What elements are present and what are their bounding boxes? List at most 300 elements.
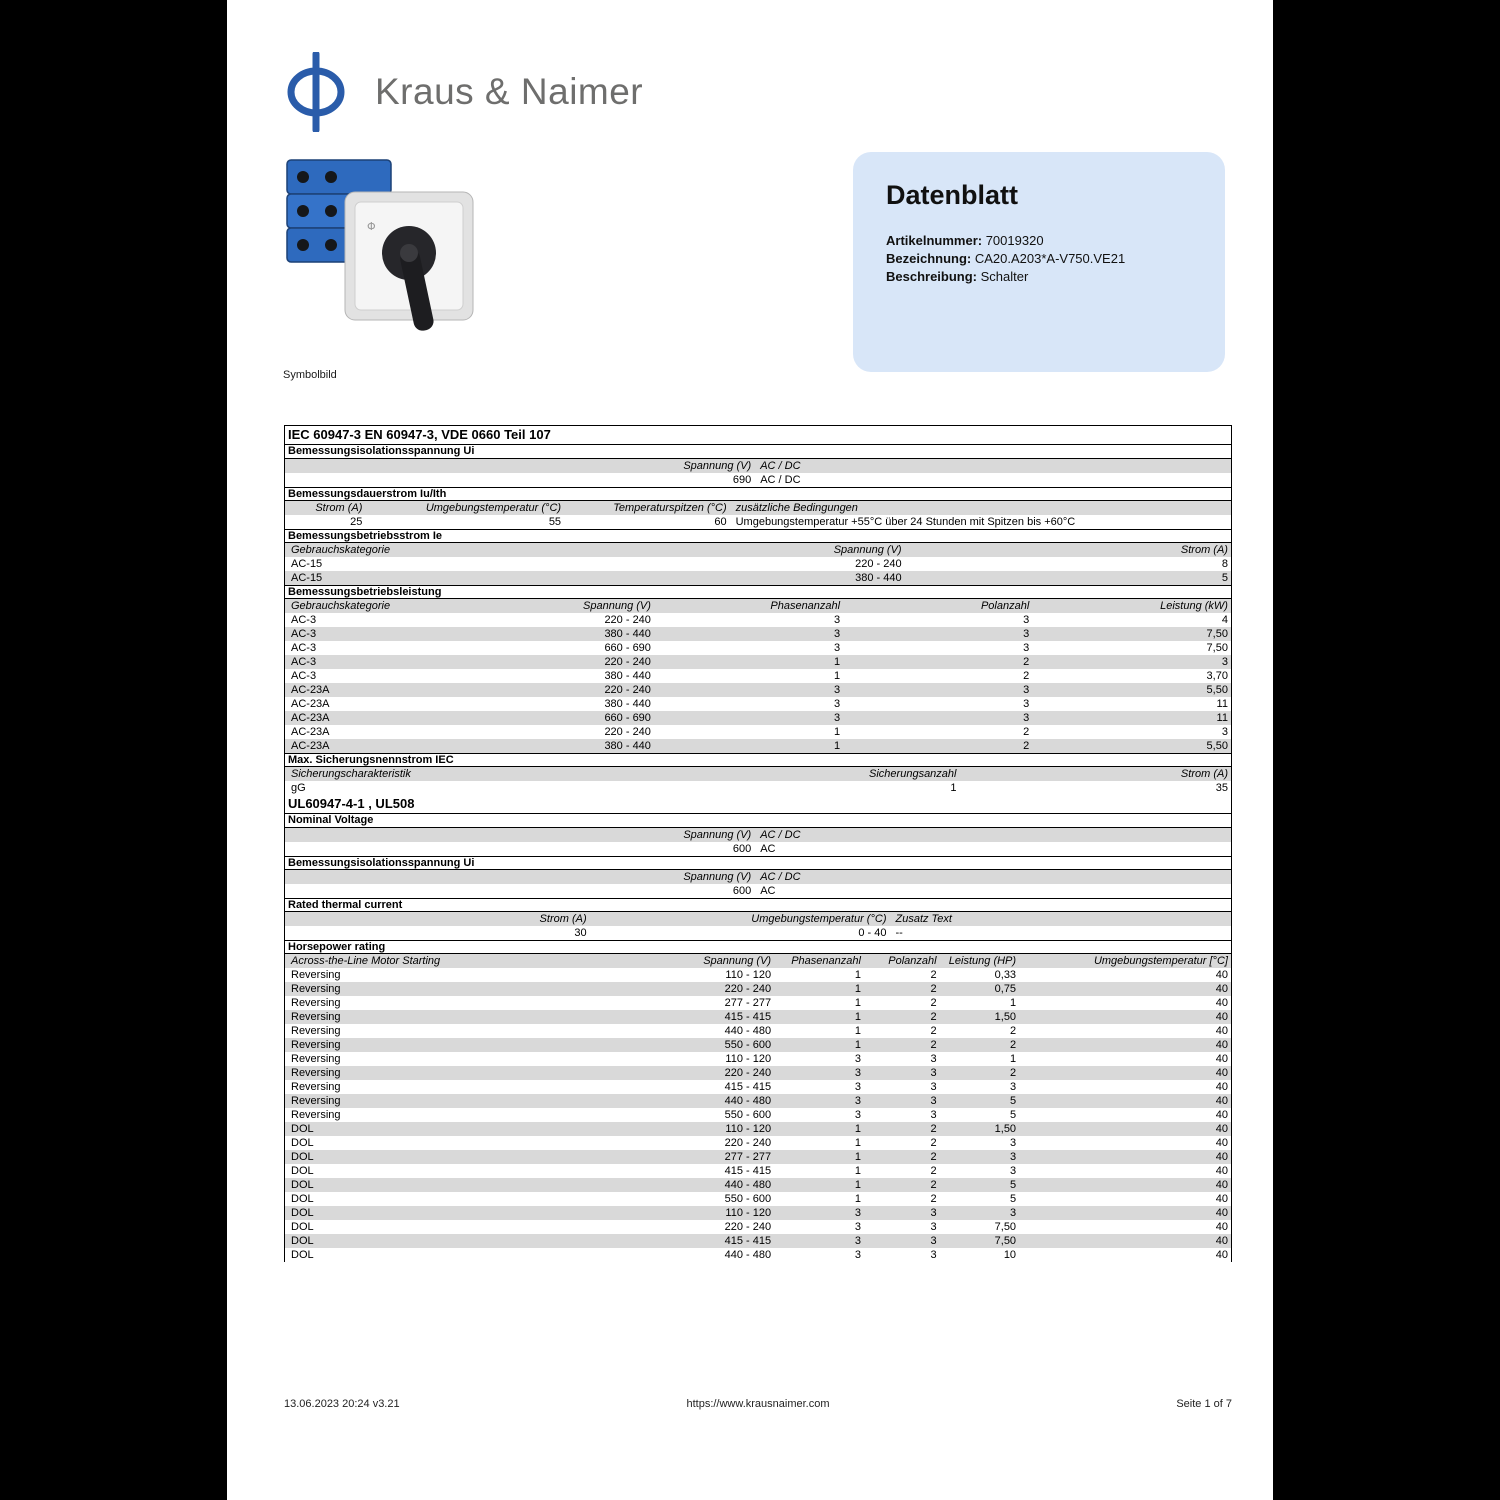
table-cell: 55 xyxy=(548,516,562,528)
table-cell: AC-23A xyxy=(291,684,330,696)
table-cell: 3 xyxy=(833,712,841,724)
table-cell: 2 xyxy=(1023,726,1030,738)
table-cell: 40 xyxy=(1215,969,1228,981)
table-header-row xyxy=(285,599,1231,613)
table-cell: 600 xyxy=(732,885,752,897)
table-cell: 3 xyxy=(1009,1151,1017,1163)
table-cell: 110 - 120 xyxy=(725,969,772,981)
table-cell: 35 xyxy=(1215,782,1228,794)
table-cell: 3 xyxy=(930,1249,937,1261)
table-data-row xyxy=(285,571,1231,585)
table-cell: 220 - 240 xyxy=(724,1221,772,1233)
table-data-row xyxy=(285,842,1231,856)
table-cell: 3 xyxy=(854,1081,861,1093)
table-cell: 7,50 xyxy=(1206,628,1228,640)
table-cell: 2 xyxy=(930,997,937,1009)
table-cell: 220 - 240 xyxy=(724,1067,772,1079)
table-cell: AC-3 xyxy=(291,656,317,668)
table-cell: 3 xyxy=(1009,1207,1017,1219)
product-caption: Symbolbild xyxy=(283,369,337,381)
table-data-row xyxy=(285,557,1231,571)
table-data-row xyxy=(285,683,1231,697)
table-cell: Spannung (V) xyxy=(683,829,752,841)
table-cell: 550 - 600 xyxy=(724,1109,772,1121)
table-cell: 10 xyxy=(1003,1249,1017,1261)
table-data-row xyxy=(285,641,1231,655)
table-cell: 2 xyxy=(1009,1025,1017,1037)
table-header-row xyxy=(285,912,1231,926)
table-cell: 40 xyxy=(1215,983,1228,995)
table-data-row xyxy=(285,1234,1231,1248)
table-cell: 3 xyxy=(833,698,841,710)
table-cell: 2 xyxy=(930,1039,937,1051)
table-cell: Strom (A) xyxy=(1180,768,1228,780)
table-data-row xyxy=(285,1150,1231,1164)
datasheet-page xyxy=(227,0,1273,1500)
table-cell: 277 - 277 xyxy=(724,1151,772,1163)
table-data-row xyxy=(285,669,1231,683)
table-data-row xyxy=(285,1136,1231,1150)
table-cell: 3 xyxy=(1221,726,1228,738)
footer-page-number: Seite 1 of 7 xyxy=(1176,1398,1232,1410)
table-cell: Reversing xyxy=(291,983,341,995)
table-cell: Umgebungstemperatur (°C) xyxy=(751,913,887,925)
table-cell: 40 xyxy=(1215,1123,1228,1135)
table-cell: 660 - 690 xyxy=(604,642,651,654)
table-cell: 1 xyxy=(833,656,841,668)
table-cell: 2 xyxy=(930,969,937,981)
footer-date-version: 13.06.2023 20:24 v3.21 xyxy=(284,1398,400,1410)
table-cell: zusätzliche Bedingungen xyxy=(735,502,858,514)
table-cell: 1 xyxy=(854,1137,861,1149)
table-cell: Strom (A) xyxy=(539,913,587,925)
table-cell: 3 xyxy=(854,1109,861,1121)
table-cell: 60 xyxy=(714,516,727,528)
table-cell: Leistung (kW) xyxy=(1160,600,1228,612)
table-header-row xyxy=(285,459,1231,473)
table-cell: 7,50 xyxy=(994,1221,1017,1233)
svg-text:Φ: Φ xyxy=(367,220,376,233)
table-cell: 220 - 240 xyxy=(724,983,772,995)
table-data-row xyxy=(285,1024,1231,1038)
table-subsection-title: Horsepower rating xyxy=(285,940,1231,954)
table-cell: -- xyxy=(895,927,903,939)
table-subsection-title: Bemessungsisolationsspannung Ui xyxy=(285,856,1231,870)
table-data-row xyxy=(285,1248,1231,1262)
info-box-title: Datenblatt xyxy=(886,180,1019,210)
table-subsection-title: Bemessungsdauerstrom Iu/Ith xyxy=(285,487,1231,501)
info-field xyxy=(886,268,1201,286)
table-cell: 1 xyxy=(854,1151,861,1163)
info-field-value: Schalter xyxy=(980,269,1029,284)
table-cell: 40 xyxy=(1215,1179,1228,1191)
table-cell: Gebrauchskategorie xyxy=(291,600,391,612)
table-cell: 277 - 277 xyxy=(724,997,772,1009)
table-data-row xyxy=(285,1038,1231,1052)
table-cell: AC-3 xyxy=(291,642,317,654)
table-cell: 40 xyxy=(1215,1067,1228,1079)
table-data-row xyxy=(285,1178,1231,1192)
product-image xyxy=(283,150,488,355)
table-cell: Sicherungsanzahl xyxy=(869,768,957,780)
table-cell: 2 xyxy=(1009,1039,1017,1051)
table-cell: 380 - 440 xyxy=(604,698,651,710)
table-cell: 3 xyxy=(833,684,841,696)
table-data-row xyxy=(285,1108,1231,1122)
table-cell: 1,50 xyxy=(994,1011,1017,1023)
table-cell: 3 xyxy=(930,1109,937,1121)
table-data-row xyxy=(285,515,1231,529)
table-subsection-title: Nominal Voltage xyxy=(285,814,1231,828)
table-cell: Umgebungstemperatur [°C] xyxy=(1093,955,1228,967)
table-data-row xyxy=(285,725,1231,739)
table-cell: Spannung (V) xyxy=(583,600,651,612)
table-data-row xyxy=(285,996,1231,1010)
table-cell: 1 xyxy=(833,740,841,752)
table-cell: 220 - 240 xyxy=(604,726,651,738)
info-field xyxy=(886,232,1201,250)
table-cell: 11 xyxy=(1216,712,1228,724)
table-cell: 40 xyxy=(1215,1039,1228,1051)
table-cell: 3 xyxy=(854,1207,861,1219)
table-cell: 415 - 415 xyxy=(724,1235,772,1247)
table-cell: 380 - 440 xyxy=(604,670,651,682)
table-data-row xyxy=(285,982,1231,996)
table-cell: 1 xyxy=(854,1011,861,1023)
info-fields xyxy=(886,232,1201,286)
table-cell: Reversing xyxy=(291,997,341,1009)
table-cell: 2 xyxy=(930,1165,937,1177)
brand-logo xyxy=(285,52,643,132)
table-cell: 3 xyxy=(833,642,841,654)
table-cell: DOL xyxy=(291,1249,314,1261)
table-cell: 3 xyxy=(930,1235,937,1247)
table-cell: Sicherungscharakteristik xyxy=(291,768,411,780)
table-cell: 220 - 240 xyxy=(855,558,902,570)
table-cell: Strom (A) xyxy=(1180,544,1228,556)
table-cell: DOL xyxy=(291,1151,314,1163)
table-cell: Reversing xyxy=(291,1095,341,1107)
table-cell: 3 xyxy=(930,1067,937,1079)
table-cell: 220 - 240 xyxy=(724,1137,772,1149)
table-data-row xyxy=(285,697,1231,711)
table-cell: 1 xyxy=(950,782,957,794)
table-cell: AC-3 xyxy=(291,628,317,640)
table-subsection-title: Max. Sicherungsnennstrom IEC xyxy=(285,753,1231,767)
table-cell: 7,50 xyxy=(1206,642,1228,654)
table-cell: 3 xyxy=(854,1053,861,1065)
table-cell: 40 xyxy=(1215,997,1228,1009)
table-cell: Reversing xyxy=(291,1109,341,1121)
table-cell: 440 - 480 xyxy=(724,1179,772,1191)
table-cell: 3 xyxy=(1009,1165,1017,1177)
info-field-label: Beschreibung: xyxy=(886,269,981,284)
table-cell: 7,50 xyxy=(994,1235,1017,1247)
table-cell: 40 xyxy=(1215,1221,1228,1233)
table-cell: 40 xyxy=(1215,1151,1228,1163)
table-cell: Reversing xyxy=(291,1053,341,1065)
table-cell: 3 xyxy=(854,1095,861,1107)
table-cell: 380 - 440 xyxy=(604,740,651,752)
table-cell: 5 xyxy=(1009,1193,1017,1205)
table-cell: Reversing xyxy=(291,1067,341,1079)
spec-table xyxy=(284,425,1232,1262)
table-cell: 0 - 40 xyxy=(858,927,887,939)
table-data-row xyxy=(285,627,1231,641)
table-header-row xyxy=(285,870,1231,884)
table-cell: 1 xyxy=(1009,1053,1017,1065)
table-cell: 3 xyxy=(930,1081,937,1093)
table-cell: DOL xyxy=(291,1165,314,1177)
table-cell: 40 xyxy=(1215,1249,1228,1261)
table-data-row xyxy=(285,655,1231,669)
table-header-row xyxy=(285,767,1231,781)
table-cell: gG xyxy=(291,782,306,794)
table-cell: 3 xyxy=(1023,614,1030,626)
table-cell: AC-15 xyxy=(291,558,323,570)
table-data-row xyxy=(285,711,1231,725)
kraus-naimer-phi-icon xyxy=(285,52,347,132)
table-cell: 110 - 120 xyxy=(725,1207,772,1219)
table-cell: 220 - 240 xyxy=(604,614,651,626)
info-box xyxy=(853,152,1225,372)
table-cell: AC-15 xyxy=(291,572,323,584)
table-cell: 40 xyxy=(1215,1235,1228,1247)
table-cell: 3 xyxy=(1009,1081,1017,1093)
table-cell: AC-23A xyxy=(291,712,330,724)
table-cell: Strom (A) xyxy=(315,502,363,514)
table-cell: 40 xyxy=(1215,1207,1228,1219)
table-cell: DOL xyxy=(291,1221,314,1233)
table-cell: Reversing xyxy=(291,1039,341,1051)
table-cell: AC xyxy=(760,843,776,855)
table-cell: Polanzahl xyxy=(980,600,1030,612)
table-cell: 2 xyxy=(930,1151,937,1163)
table-cell: 40 xyxy=(1215,1081,1228,1093)
table-data-row xyxy=(285,1122,1231,1136)
footer-url[interactable]: https://www.krausnaimer.com xyxy=(686,1398,830,1410)
table-cell: 40 xyxy=(1215,1165,1228,1177)
table-cell: AC-3 xyxy=(291,670,317,682)
table-cell: Umgebungstemperatur +55°C über 24 Stunden mit Spitzen bis +60°C xyxy=(735,516,1076,528)
table-data-row xyxy=(285,1220,1231,1234)
table-cell: 3 xyxy=(854,1235,861,1247)
table-data-row xyxy=(285,1052,1231,1066)
table-cell: Phasenanzahl xyxy=(791,955,861,967)
table-subsection-title: Bemessungsbetriebsstrom Ie xyxy=(285,529,1231,543)
table-cell: Spannung (V) xyxy=(683,871,752,883)
table-cell: 3 xyxy=(1023,712,1030,724)
table-cell: Spannung (V) xyxy=(703,955,772,967)
table-cell: 1 xyxy=(1009,997,1017,1009)
table-cell: 110 - 120 xyxy=(725,1053,772,1065)
table-cell: 1 xyxy=(833,670,841,682)
table-cell: 2 xyxy=(1023,656,1030,668)
table-cell: 40 xyxy=(1215,1193,1228,1205)
table-cell: 5,50 xyxy=(1206,740,1228,752)
table-data-row xyxy=(285,1206,1231,1220)
table-cell: 1 xyxy=(854,983,861,995)
table-cell: 440 - 480 xyxy=(724,1095,772,1107)
table-cell: 4 xyxy=(1221,614,1228,626)
table-cell: Umgebungstemperatur (°C) xyxy=(425,502,562,514)
table-data-row xyxy=(285,739,1231,753)
table-cell: Reversing xyxy=(291,969,341,981)
table-cell: 11 xyxy=(1216,698,1228,710)
table-cell: Polanzahl xyxy=(888,955,937,967)
table-cell: 0,75 xyxy=(994,983,1017,995)
table-cell: 3 xyxy=(1221,656,1228,668)
table-cell: 3 xyxy=(930,1207,937,1219)
table-data-row xyxy=(285,1192,1231,1206)
page-footer xyxy=(284,1398,1232,1410)
table-cell: 1 xyxy=(854,1039,861,1051)
table-cell: 415 - 415 xyxy=(724,1081,772,1093)
table-data-row xyxy=(285,1094,1231,1108)
table-cell: 550 - 600 xyxy=(724,1193,772,1205)
table-cell: DOL xyxy=(291,1137,314,1149)
table-data-row xyxy=(285,926,1231,940)
table-cell: 3,70 xyxy=(1206,670,1228,682)
table-cell: 5,50 xyxy=(1206,684,1228,696)
table-cell: AC-23A xyxy=(291,698,330,710)
table-cell: 0,33 xyxy=(994,969,1017,981)
table-cell: Across-the-Line Motor Starting xyxy=(291,955,441,967)
table-cell: AC-23A xyxy=(291,740,330,752)
table-cell: 3 xyxy=(1023,628,1030,640)
table-cell: 1 xyxy=(854,1165,861,1177)
table-header-row xyxy=(285,828,1231,842)
table-cell: 2 xyxy=(930,1025,937,1037)
table-cell: 3 xyxy=(833,614,841,626)
table-subsection-title: Bemessungsisolationsspannung Ui xyxy=(285,445,1231,459)
table-cell: AC / DC xyxy=(760,871,801,883)
table-cell: DOL xyxy=(291,1179,314,1191)
table-cell: 2 xyxy=(930,1011,937,1023)
table-cell: AC-3 xyxy=(291,614,317,626)
table-cell: 1 xyxy=(854,1179,861,1191)
info-field xyxy=(886,250,1201,268)
table-cell: 8 xyxy=(1221,558,1228,570)
table-cell: DOL xyxy=(291,1193,314,1205)
table-header-row xyxy=(285,543,1231,557)
table-section-title: UL60947-4-1 , UL508 xyxy=(285,795,1231,814)
table-cell: 40 xyxy=(1215,1137,1228,1149)
table-cell: 1 xyxy=(854,997,861,1009)
table-cell: Spannung (V) xyxy=(683,460,752,472)
table-cell: Spannung (V) xyxy=(833,544,902,556)
info-field-value: 70019320 xyxy=(985,233,1044,248)
table-data-row xyxy=(285,1080,1231,1094)
table-cell: 40 xyxy=(1215,1095,1228,1107)
table-cell: Gebrauchskategorie xyxy=(291,544,391,556)
table-cell: 3 xyxy=(930,1053,937,1065)
table-cell: Temperaturspitzen (°C) xyxy=(613,502,727,514)
table-data-row xyxy=(285,1010,1231,1024)
info-field-value: CA20.A203*A-V750.VE21 xyxy=(974,251,1126,266)
table-cell: 2 xyxy=(930,1137,937,1149)
table-cell: 40 xyxy=(1215,1053,1228,1065)
table-cell: AC / DC xyxy=(760,829,801,841)
product-section xyxy=(283,150,493,381)
table-cell: Reversing xyxy=(291,1081,341,1093)
table-cell: Phasenanzahl xyxy=(770,600,841,612)
table-cell: 415 - 415 xyxy=(724,1165,772,1177)
table-cell: 3 xyxy=(1023,642,1030,654)
table-cell: 2 xyxy=(930,983,937,995)
table-cell: 3 xyxy=(854,1221,861,1233)
table-cell: 440 - 480 xyxy=(724,1025,772,1037)
table-data-row xyxy=(285,473,1231,487)
table-cell: AC-23A xyxy=(291,726,330,738)
table-cell: 5 xyxy=(1221,572,1228,584)
table-cell: 1 xyxy=(854,1123,861,1135)
table-cell: 40 xyxy=(1215,1011,1228,1023)
table-cell: 40 xyxy=(1215,1109,1228,1121)
table-cell: 25 xyxy=(350,516,363,528)
table-cell: 2 xyxy=(930,1193,937,1205)
table-cell: 380 - 440 xyxy=(855,572,902,584)
table-cell: AC / DC xyxy=(760,460,801,472)
table-cell: 380 - 440 xyxy=(604,628,651,640)
table-data-row xyxy=(285,781,1231,795)
table-cell: 220 - 240 xyxy=(604,656,651,668)
table-cell: Zusatz Text xyxy=(895,913,952,925)
table-cell: 3 xyxy=(930,1221,937,1233)
table-cell: 220 - 240 xyxy=(604,684,651,696)
table-cell: 2 xyxy=(930,1123,937,1135)
table-cell: 440 - 480 xyxy=(724,1249,772,1261)
table-header-row xyxy=(285,501,1231,515)
table-cell: 2 xyxy=(1009,1067,1017,1079)
table-cell: 2 xyxy=(930,1179,937,1191)
table-data-row xyxy=(285,1066,1231,1080)
table-cell: 3 xyxy=(833,628,841,640)
table-cell: 3 xyxy=(930,1095,937,1107)
table-cell: 415 - 415 xyxy=(724,1011,772,1023)
table-cell: 2 xyxy=(1023,740,1030,752)
table-cell: 3 xyxy=(1023,684,1030,696)
table-cell: AC / DC xyxy=(760,474,801,486)
table-cell: Reversing xyxy=(291,1011,341,1023)
table-cell: 40 xyxy=(1215,1025,1228,1037)
table-cell: Reversing xyxy=(291,1025,341,1037)
table-cell: 3 xyxy=(854,1067,861,1079)
table-cell: DOL xyxy=(291,1207,314,1219)
table-cell: 690 xyxy=(732,474,752,486)
table-subsection-title: Rated thermal current xyxy=(285,898,1231,912)
info-field-label: Bezeichnung: xyxy=(886,251,975,266)
table-cell: 550 - 600 xyxy=(724,1039,772,1051)
table-cell: 1,50 xyxy=(994,1123,1017,1135)
table-data-row xyxy=(285,1164,1231,1178)
table-cell: 3 xyxy=(1009,1137,1017,1149)
table-cell: 1 xyxy=(854,1025,861,1037)
table-cell: DOL xyxy=(291,1235,314,1247)
table-subsection-title: Bemessungsbetriebsleistung xyxy=(285,585,1231,599)
table-cell: DOL xyxy=(291,1123,314,1135)
table-cell: Leistung (HP) xyxy=(948,955,1017,967)
table-cell: 5 xyxy=(1009,1109,1017,1121)
brand-name: Kraus & Naimer xyxy=(375,71,644,112)
table-cell: 1 xyxy=(854,1193,861,1205)
table-cell: 30 xyxy=(574,927,587,939)
table-cell: 660 - 690 xyxy=(604,712,651,724)
table-cell: 5 xyxy=(1009,1179,1017,1191)
table-cell: 1 xyxy=(854,969,861,981)
table-data-row xyxy=(285,613,1231,627)
table-section-title: IEC 60947-3 EN 60947-3, VDE 0660 Teil 107 xyxy=(285,426,1231,445)
